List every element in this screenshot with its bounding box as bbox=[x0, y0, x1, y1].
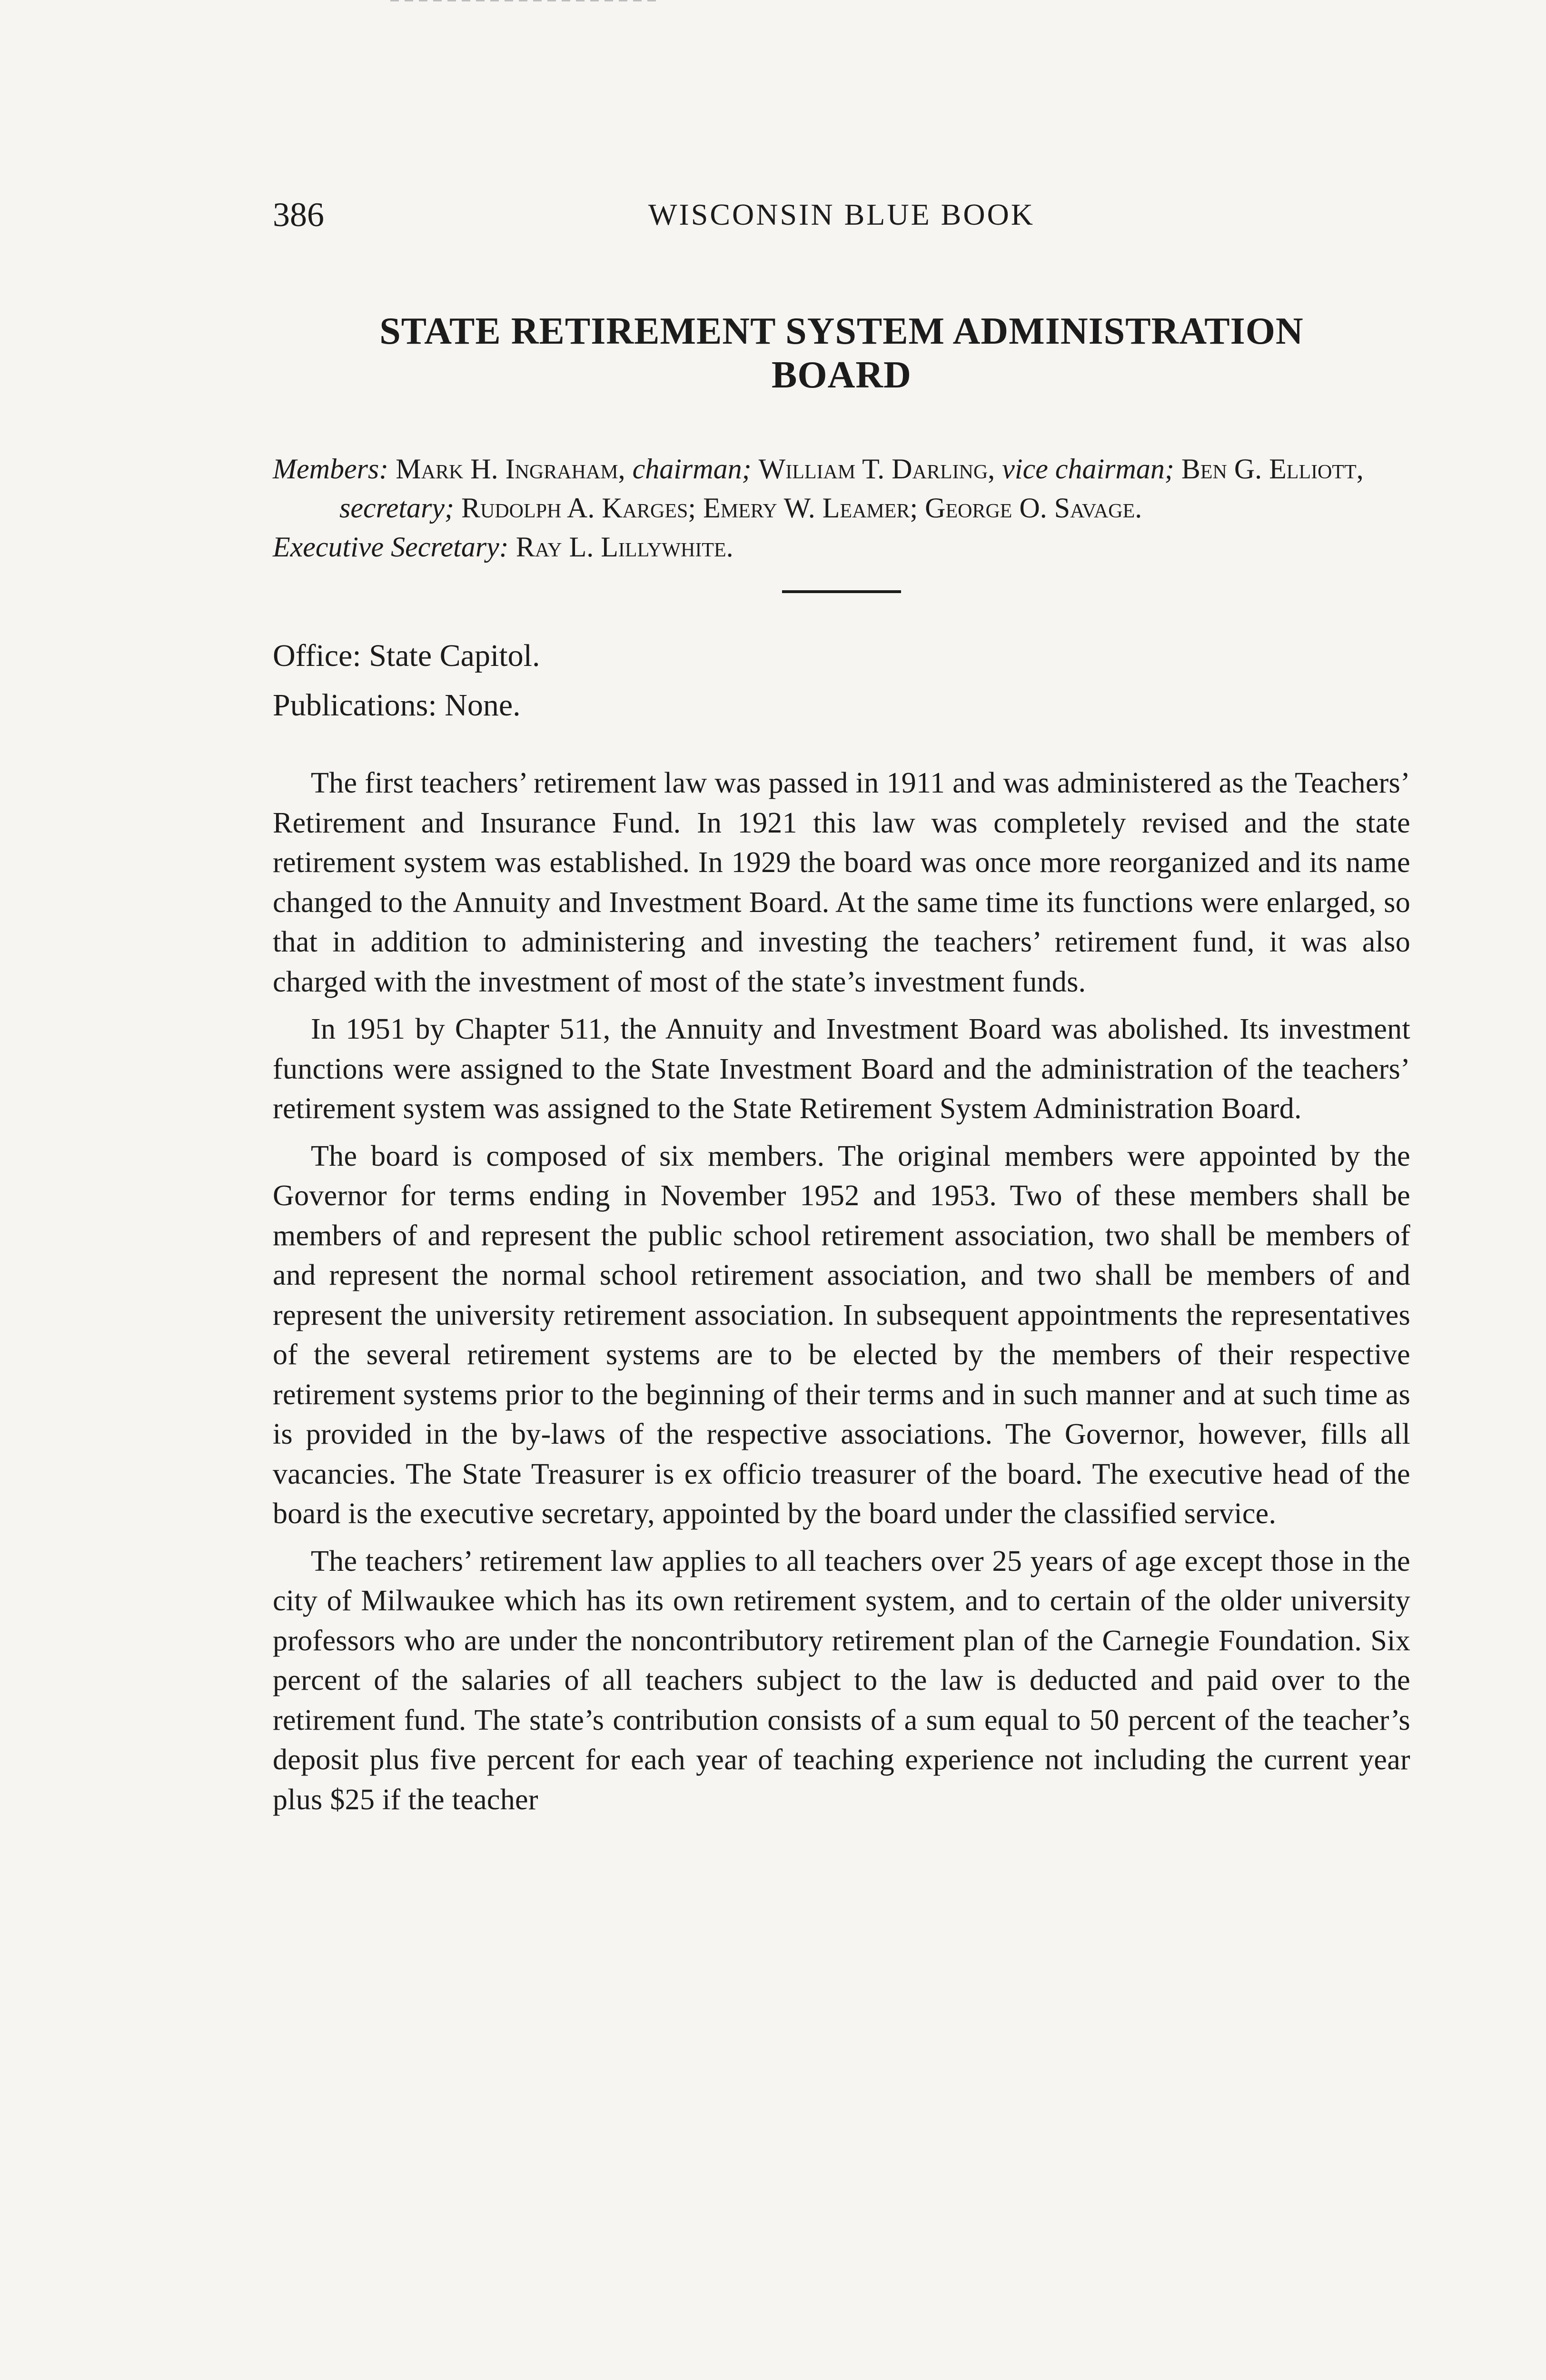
office-block bbox=[273, 631, 1410, 730]
page-header bbox=[273, 190, 1410, 233]
member-1-name: Mark H. Ingraham, bbox=[396, 453, 625, 485]
running-title: WISCONSIN BLUE BOOK bbox=[648, 198, 1035, 231]
section-title-line-1: STATE RETIREMENT SYSTEM ADMINISTRATION bbox=[379, 310, 1304, 352]
section-title-line-2: BOARD bbox=[772, 354, 912, 396]
member-3-role: secretary; bbox=[339, 492, 454, 524]
paragraph-1: The first teachers’ retirement law was passed in 1911 and was administered as the Teachers’ Retirement and Insurance Fund. In 1921 this law was completely revised and the state retirement system was established. In 1929 the board was once more reorganized and its name changed to the Annuity and Investment Board. At the same time its functions were enlarged, so that in addition to administering and investing the teachers’ retirement fund, it was also charged with the investment of most of the state’s investment funds. bbox=[273, 767, 1410, 998]
paragraph-2: In 1951 by Chapter 511, the Annuity and Investment Board was abolished. Its investment functions were assigned to the State Investment Board and the administration of the teachers’ retirement system was assigned to the State Retirement System Administration Board. bbox=[273, 1013, 1410, 1125]
page-number: 386 bbox=[273, 196, 324, 234]
member-6-name: George O. Savage. bbox=[925, 492, 1142, 524]
executive-secretary-name: Ray L. Lillywhite. bbox=[515, 531, 733, 563]
executive-secretary-label: Executive Secretary: bbox=[273, 531, 509, 563]
member-1-role: chairman; bbox=[632, 453, 752, 485]
member-3-name: Ben G. Elliott, bbox=[1181, 453, 1364, 485]
scan-edge-mark bbox=[390, 0, 657, 1]
executive-secretary bbox=[273, 527, 1410, 566]
members-list bbox=[273, 449, 1410, 527]
publications-line: Publications: None. bbox=[273, 688, 521, 723]
member-2-role: vice chairman; bbox=[1002, 453, 1174, 485]
member-5-name: Emery W. Leamer; bbox=[703, 492, 918, 524]
paragraph-4: The teachers’ retirement law applies to all teachers over 25 years of age except those in the city of Milwaukee which has its own retirement system, and to certain of the older university professors who are under the noncontributory retirement plan of the Carnegie Foundation. Six percent of the salaries of all teachers subject to the law is deducted and paid over to the retirement fund. The state’s contribution consists of a sum equal to 50 percent of the teacher’s deposit plus five percent for each year of teaching experience not including the current year plus $25 if the teacher bbox=[273, 1545, 1410, 1816]
office-line: Office: State Capitol. bbox=[273, 638, 540, 673]
divider-rule bbox=[782, 590, 901, 593]
members-label: Members: bbox=[273, 453, 389, 485]
members-block bbox=[273, 449, 1410, 566]
document-page bbox=[273, 190, 1410, 1827]
member-4-name: Rudolph A. Karges; bbox=[461, 492, 696, 524]
member-2-name: William T. Darling, bbox=[758, 453, 995, 485]
paragraph-3: The board is composed of six members. The original members were appointed by the Governor for terms ending in November 1952 and 1953. Two of these members shall be members of and represent the public school retirement association, two shall be members of and represent the normal school retirement association, and two shall be members of and represent the university retirement association. In subsequent appointments the representatives of the several retirement systems are to be elected by the members of their respective retirement systems prior to the beginning of their terms and in such manner and at such time as is provided in the by-laws of the respective associations. The Governor, however, fills all vacancies. The State Treasurer is ex officio treasurer of the board. The executive head of the board is the executive secretary, appointed by the board under the classified service. bbox=[273, 1140, 1410, 1530]
section-title bbox=[273, 309, 1410, 397]
body-text bbox=[273, 764, 1410, 1820]
